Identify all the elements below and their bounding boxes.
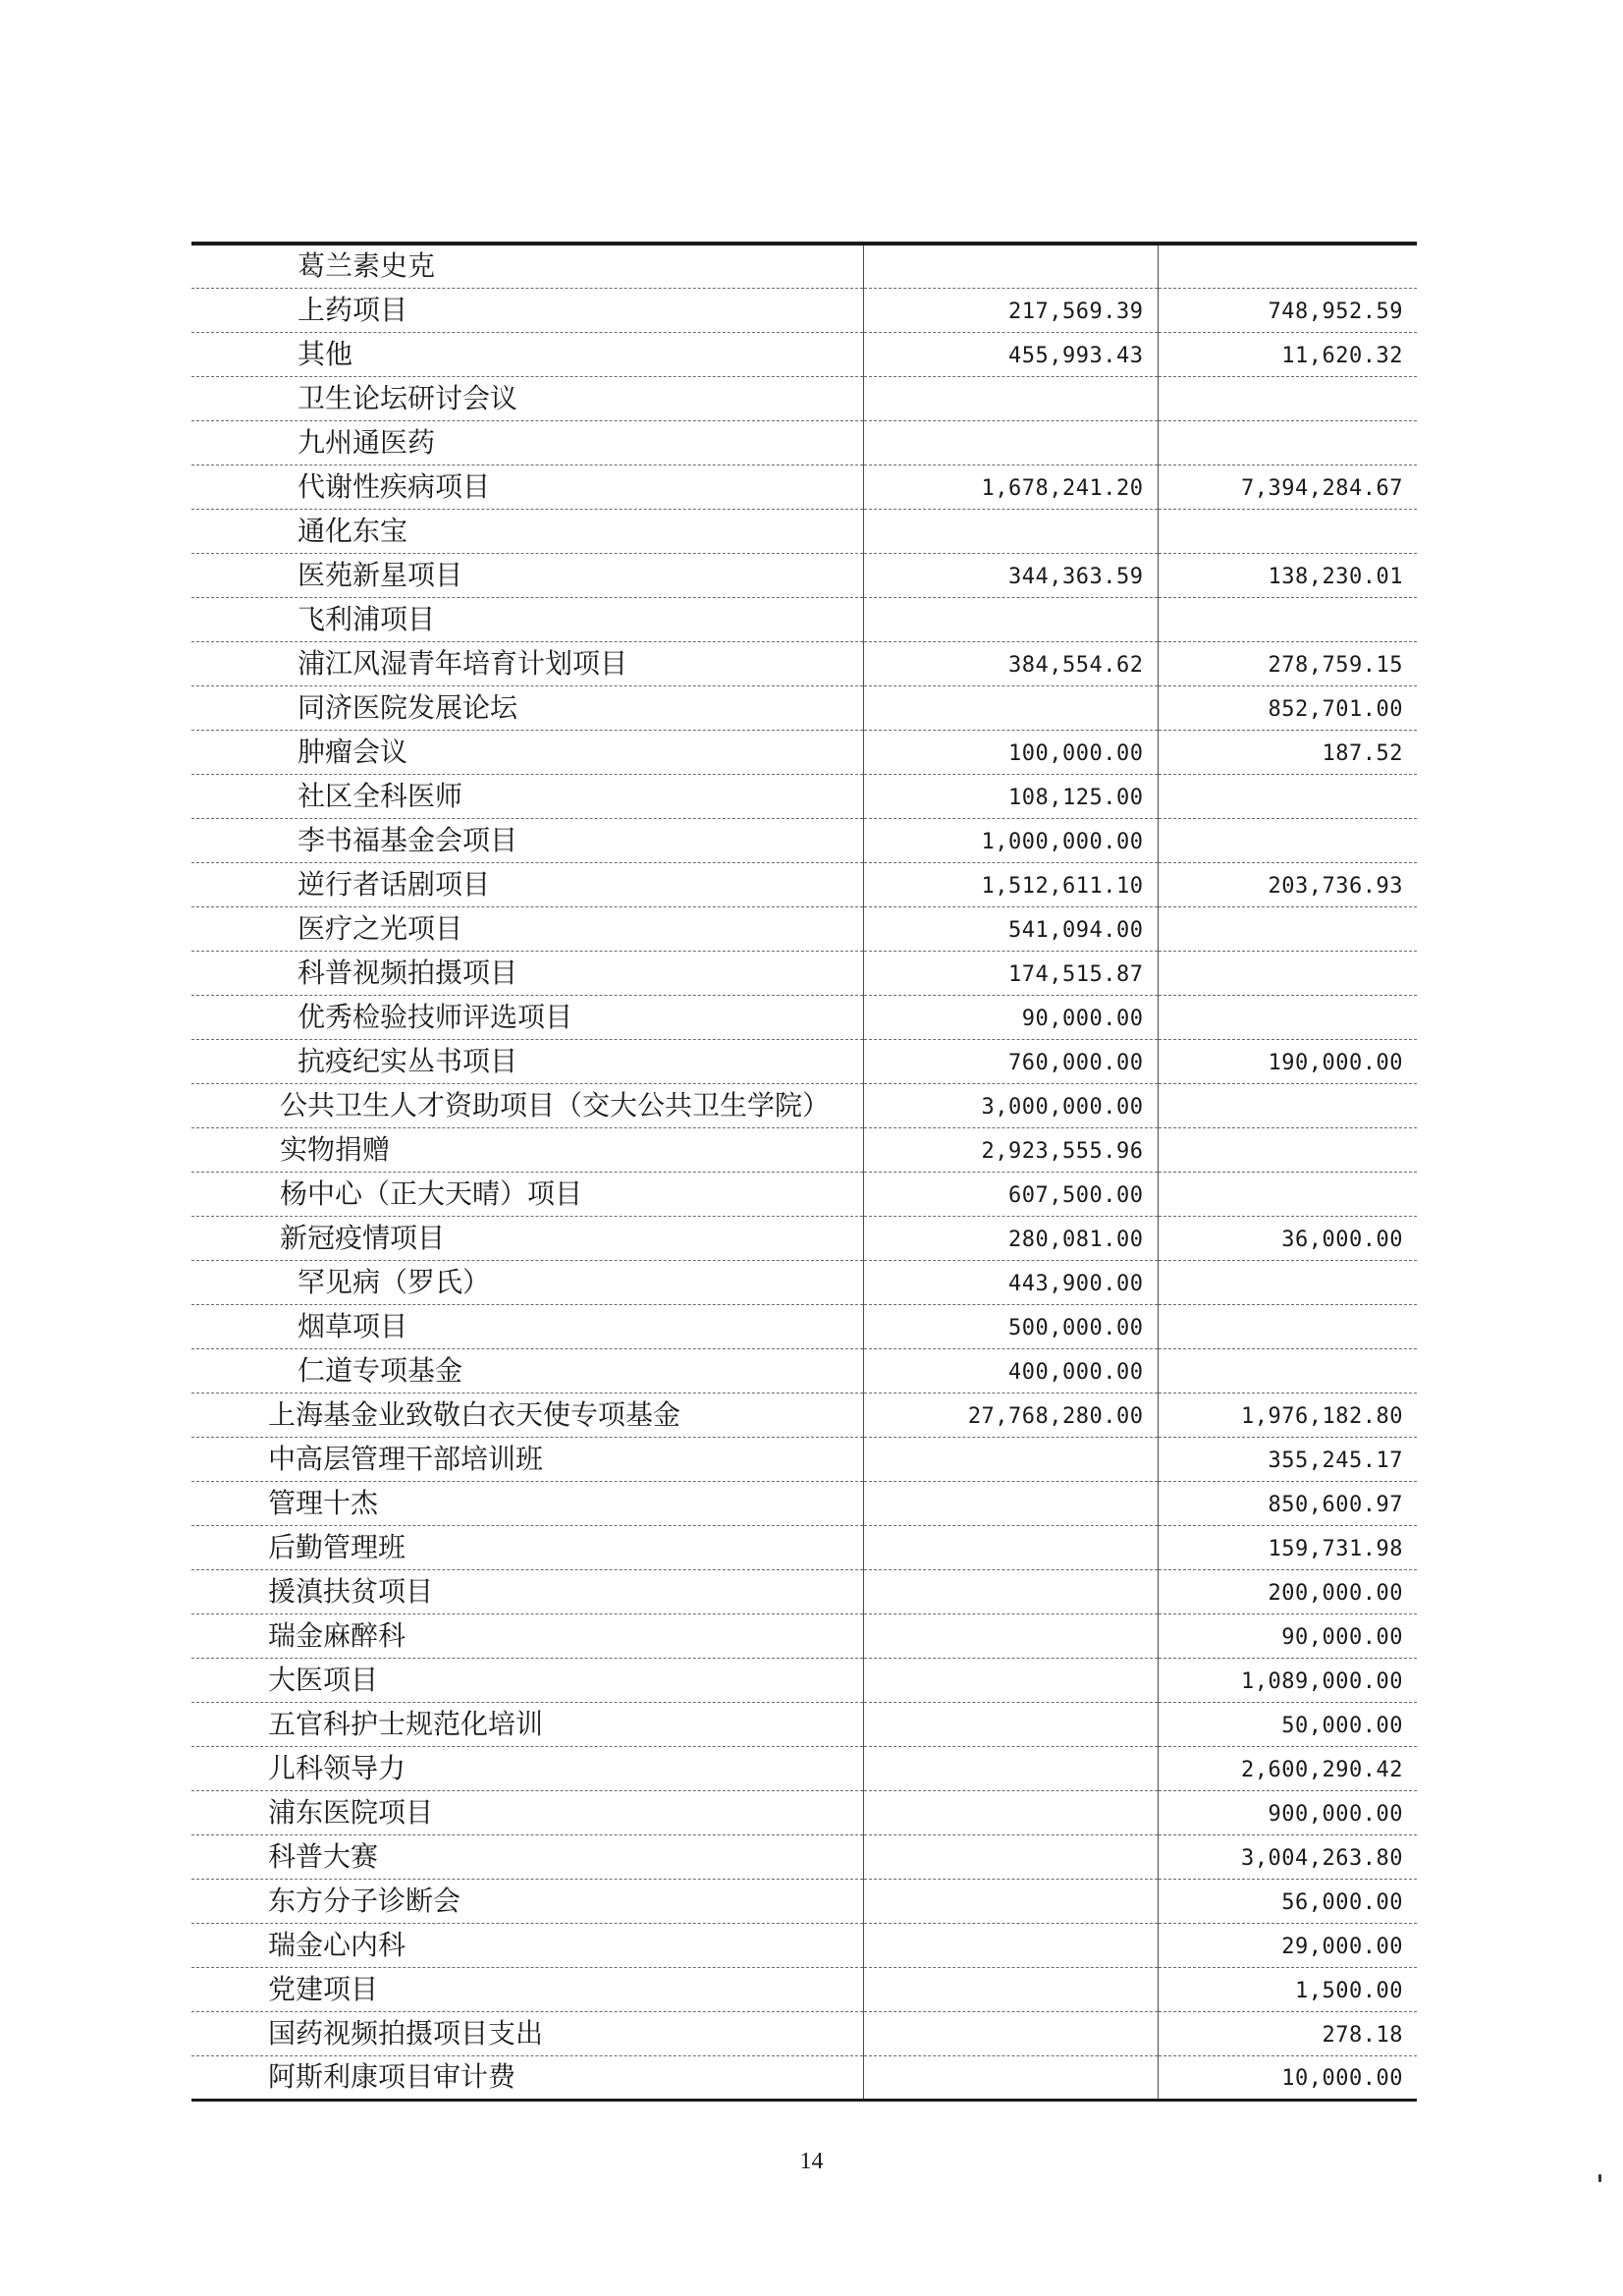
current-period-amount-cell: 174,515.87: [863, 951, 1158, 995]
prior-period-amount-cell: 10,000.00: [1158, 2055, 1417, 2100]
item-name-cell: 中高层管理干部培训班: [191, 1437, 863, 1481]
item-name-cell: 杨中心（正大天晴）项目: [191, 1172, 863, 1216]
item-name-cell: 东方分子诊断会: [191, 1879, 863, 1923]
prior-period-amount-cell: [1158, 420, 1417, 465]
prior-period-amount-cell: [1158, 906, 1417, 951]
table-row: [191, 730, 1417, 774]
prior-period-amount-cell: 36,000.00: [1158, 1216, 1417, 1260]
current-period-amount-cell: [863, 1658, 1158, 1702]
item-name-cell: 社区全科医师: [191, 774, 863, 818]
item-name-cell: 通化东宝: [191, 509, 863, 553]
ledger-table: [191, 242, 1417, 2102]
item-name-cell: 医疗之光项目: [191, 906, 863, 951]
item-name-cell: 五官科护士规范化培训: [191, 1702, 863, 1746]
table-row: [191, 1613, 1417, 1658]
table-row: [191, 1790, 1417, 1834]
current-period-amount-cell: 1,000,000.00: [863, 818, 1158, 862]
current-period-amount-cell: 541,094.00: [863, 906, 1158, 951]
prior-period-amount-cell: 850,600.97: [1158, 1481, 1417, 1525]
current-period-amount-cell: [863, 1525, 1158, 1569]
prior-period-amount-cell: 29,000.00: [1158, 1923, 1417, 1967]
table-row: [191, 376, 1417, 420]
table-row: [191, 685, 1417, 730]
item-name-cell: 逆行者话剧项目: [191, 862, 863, 906]
table-row: [191, 1039, 1417, 1083]
item-name-cell: 代谢性疾病项目: [191, 465, 863, 509]
item-name-cell: 上海基金业致敬白衣天使专项基金: [191, 1393, 863, 1437]
item-name-cell: 阿斯利康项目审计费: [191, 2055, 863, 2100]
table-row: [191, 1348, 1417, 1393]
table-row: [191, 1260, 1417, 1304]
item-name-cell: 瑞金心内科: [191, 1923, 863, 1967]
page-number: 14: [799, 2149, 824, 2174]
prior-period-amount-cell: 355,245.17: [1158, 1437, 1417, 1481]
prior-period-amount-cell: [1158, 995, 1417, 1039]
current-period-amount-cell: 90,000.00: [863, 995, 1158, 1039]
table-row: [191, 641, 1417, 685]
table-row: [191, 1437, 1417, 1481]
ledger-table-body: [191, 244, 1417, 2100]
current-period-amount-cell: 400,000.00: [863, 1348, 1158, 1393]
item-name-cell: 九州通医药: [191, 420, 863, 465]
table-row: [191, 1127, 1417, 1172]
prior-period-amount-cell: 278,759.15: [1158, 641, 1417, 685]
table-row: [191, 244, 1417, 288]
table-row: [191, 420, 1417, 465]
prior-period-amount-cell: 159,731.98: [1158, 1525, 1417, 1569]
item-name-cell: 飞利浦项目: [191, 597, 863, 641]
prior-period-amount-cell: [1158, 1260, 1417, 1304]
current-period-amount-cell: [863, 1879, 1158, 1923]
current-period-amount-cell: [863, 1613, 1158, 1658]
item-name-cell: 科普大赛: [191, 1834, 863, 1879]
current-period-amount-cell: [863, 509, 1158, 553]
prior-period-amount-cell: [1158, 1127, 1417, 1172]
current-period-amount-cell: 443,900.00: [863, 1260, 1158, 1304]
current-period-amount-cell: 2,923,555.96: [863, 1127, 1158, 1172]
current-period-amount-cell: 217,569.39: [863, 288, 1158, 332]
prior-period-amount-cell: 278.18: [1158, 2011, 1417, 2055]
item-name-cell: 党建项目: [191, 1967, 863, 2011]
item-name-cell: 罕见病（罗氏）: [191, 1260, 863, 1304]
table-row: [191, 553, 1417, 597]
current-period-amount-cell: 1,678,241.20: [863, 465, 1158, 509]
current-period-amount-cell: [863, 1702, 1158, 1746]
prior-period-amount-cell: [1158, 774, 1417, 818]
prior-period-amount-cell: [1158, 597, 1417, 641]
prior-period-amount-cell: [1158, 818, 1417, 862]
prior-period-amount-cell: 190,000.00: [1158, 1039, 1417, 1083]
prior-period-amount-cell: 748,952.59: [1158, 288, 1417, 332]
table-row: [191, 1304, 1417, 1348]
prior-period-amount-cell: 11,620.32: [1158, 332, 1417, 376]
item-name-cell: 同济医院发展论坛: [191, 685, 863, 730]
prior-period-amount-cell: [1158, 1083, 1417, 1127]
table-row: [191, 995, 1417, 1039]
item-name-cell: 肿瘤会议: [191, 730, 863, 774]
current-period-amount-cell: [863, 1923, 1158, 1967]
prior-period-amount-cell: [1158, 1348, 1417, 1393]
item-name-cell: 其他: [191, 332, 863, 376]
item-name-cell: 管理十杰: [191, 1481, 863, 1525]
item-name-cell: 葛兰素史克: [191, 244, 863, 288]
item-name-cell: 儿科领导力: [191, 1746, 863, 1790]
current-period-amount-cell: 760,000.00: [863, 1039, 1158, 1083]
item-name-cell: 优秀检验技师评选项目: [191, 995, 863, 1039]
table-row: [191, 906, 1417, 951]
table-row: [191, 1702, 1417, 1746]
prior-period-amount-cell: 1,089,000.00: [1158, 1658, 1417, 1702]
current-period-amount-cell: [863, 376, 1158, 420]
current-period-amount-cell: [863, 597, 1158, 641]
item-name-cell: 后勤管理班: [191, 1525, 863, 1569]
item-name-cell: 瑞金麻醉科: [191, 1613, 863, 1658]
table-row: [191, 1923, 1417, 1967]
current-period-amount-cell: 3,000,000.00: [863, 1083, 1158, 1127]
current-period-amount-cell: 27,768,280.00: [863, 1393, 1158, 1437]
table-row: [191, 2055, 1417, 2100]
prior-period-amount-cell: 3,004,263.80: [1158, 1834, 1417, 1879]
current-period-amount-cell: 108,125.00: [863, 774, 1158, 818]
prior-period-amount-cell: 138,230.01: [1158, 553, 1417, 597]
current-period-amount-cell: 280,081.00: [863, 1216, 1158, 1260]
prior-period-amount-cell: [1158, 1304, 1417, 1348]
table-row: [191, 1083, 1417, 1127]
current-period-amount-cell: [863, 2011, 1158, 2055]
current-period-amount-cell: [863, 1569, 1158, 1613]
scan-mark: [1598, 2174, 1601, 2182]
table-row: [191, 1172, 1417, 1216]
current-period-amount-cell: 384,554.62: [863, 641, 1158, 685]
prior-period-amount-cell: [1158, 509, 1417, 553]
table-row: [191, 597, 1417, 641]
ledger-table-container: [191, 242, 1417, 2102]
item-name-cell: 新冠疫情项目: [191, 1216, 863, 1260]
table-row: [191, 818, 1417, 862]
prior-period-amount-cell: 1,976,182.80: [1158, 1393, 1417, 1437]
table-row: [191, 2011, 1417, 2055]
item-name-cell: 李书福基金会项目: [191, 818, 863, 862]
item-name-cell: 国药视频拍摄项目支出: [191, 2011, 863, 2055]
current-period-amount-cell: [863, 420, 1158, 465]
current-period-amount-cell: 455,993.43: [863, 332, 1158, 376]
prior-period-amount-cell: 852,701.00: [1158, 685, 1417, 730]
prior-period-amount-cell: 200,000.00: [1158, 1569, 1417, 1613]
prior-period-amount-cell: 203,736.93: [1158, 862, 1417, 906]
table-row: [191, 332, 1417, 376]
current-period-amount-cell: 344,363.59: [863, 553, 1158, 597]
prior-period-amount-cell: 1,500.00: [1158, 1967, 1417, 2011]
table-row: [191, 1393, 1417, 1437]
table-row: [191, 774, 1417, 818]
table-row: [191, 1834, 1417, 1879]
table-row: [191, 1658, 1417, 1702]
item-name-cell: 浦江风湿青年培育计划项目: [191, 641, 863, 685]
item-name-cell: 援滇扶贫项目: [191, 1569, 863, 1613]
item-name-cell: 医苑新星项目: [191, 553, 863, 597]
table-row: [191, 862, 1417, 906]
current-period-amount-cell: [863, 1437, 1158, 1481]
current-period-amount-cell: 500,000.00: [863, 1304, 1158, 1348]
item-name-cell: 大医项目: [191, 1658, 863, 1702]
prior-period-amount-cell: 90,000.00: [1158, 1613, 1417, 1658]
table-row: [191, 288, 1417, 332]
prior-period-amount-cell: [1158, 376, 1417, 420]
current-period-amount-cell: 1,512,611.10: [863, 862, 1158, 906]
current-period-amount-cell: [863, 1481, 1158, 1525]
current-period-amount-cell: [863, 1790, 1158, 1834]
prior-period-amount-cell: 50,000.00: [1158, 1702, 1417, 1746]
prior-period-amount-cell: [1158, 244, 1417, 288]
table-row: [191, 1569, 1417, 1613]
table-row: [191, 1746, 1417, 1790]
table-row: [191, 1967, 1417, 2011]
table-row: [191, 1879, 1417, 1923]
current-period-amount-cell: [863, 685, 1158, 730]
item-name-cell: 仁道专项基金: [191, 1348, 863, 1393]
prior-period-amount-cell: [1158, 1172, 1417, 1216]
table-row: [191, 509, 1417, 553]
current-period-amount-cell: [863, 1834, 1158, 1879]
prior-period-amount-cell: 900,000.00: [1158, 1790, 1417, 1834]
item-name-cell: 抗疫纪实丛书项目: [191, 1039, 863, 1083]
table-row: [191, 1481, 1417, 1525]
item-name-cell: 公共卫生人才资助项目（交大公共卫生学院）: [191, 1083, 863, 1127]
current-period-amount-cell: [863, 2055, 1158, 2100]
prior-period-amount-cell: 187.52: [1158, 730, 1417, 774]
table-row: [191, 951, 1417, 995]
table-row: [191, 465, 1417, 509]
current-period-amount-cell: 100,000.00: [863, 730, 1158, 774]
item-name-cell: 科普视频拍摄项目: [191, 951, 863, 995]
prior-period-amount-cell: 7,394,284.67: [1158, 465, 1417, 509]
item-name-cell: 实物捐赠: [191, 1127, 863, 1172]
prior-period-amount-cell: 56,000.00: [1158, 1879, 1417, 1923]
current-period-amount-cell: [863, 244, 1158, 288]
item-name-cell: 卫生论坛研讨会议: [191, 376, 863, 420]
item-name-cell: 烟草项目: [191, 1304, 863, 1348]
current-period-amount-cell: [863, 1746, 1158, 1790]
prior-period-amount-cell: [1158, 951, 1417, 995]
table-row: [191, 1525, 1417, 1569]
current-period-amount-cell: [863, 1967, 1158, 2011]
table-row: [191, 1216, 1417, 1260]
item-name-cell: 上药项目: [191, 288, 863, 332]
current-period-amount-cell: 607,500.00: [863, 1172, 1158, 1216]
item-name-cell: 浦东医院项目: [191, 1790, 863, 1834]
prior-period-amount-cell: 2,600,290.42: [1158, 1746, 1417, 1790]
